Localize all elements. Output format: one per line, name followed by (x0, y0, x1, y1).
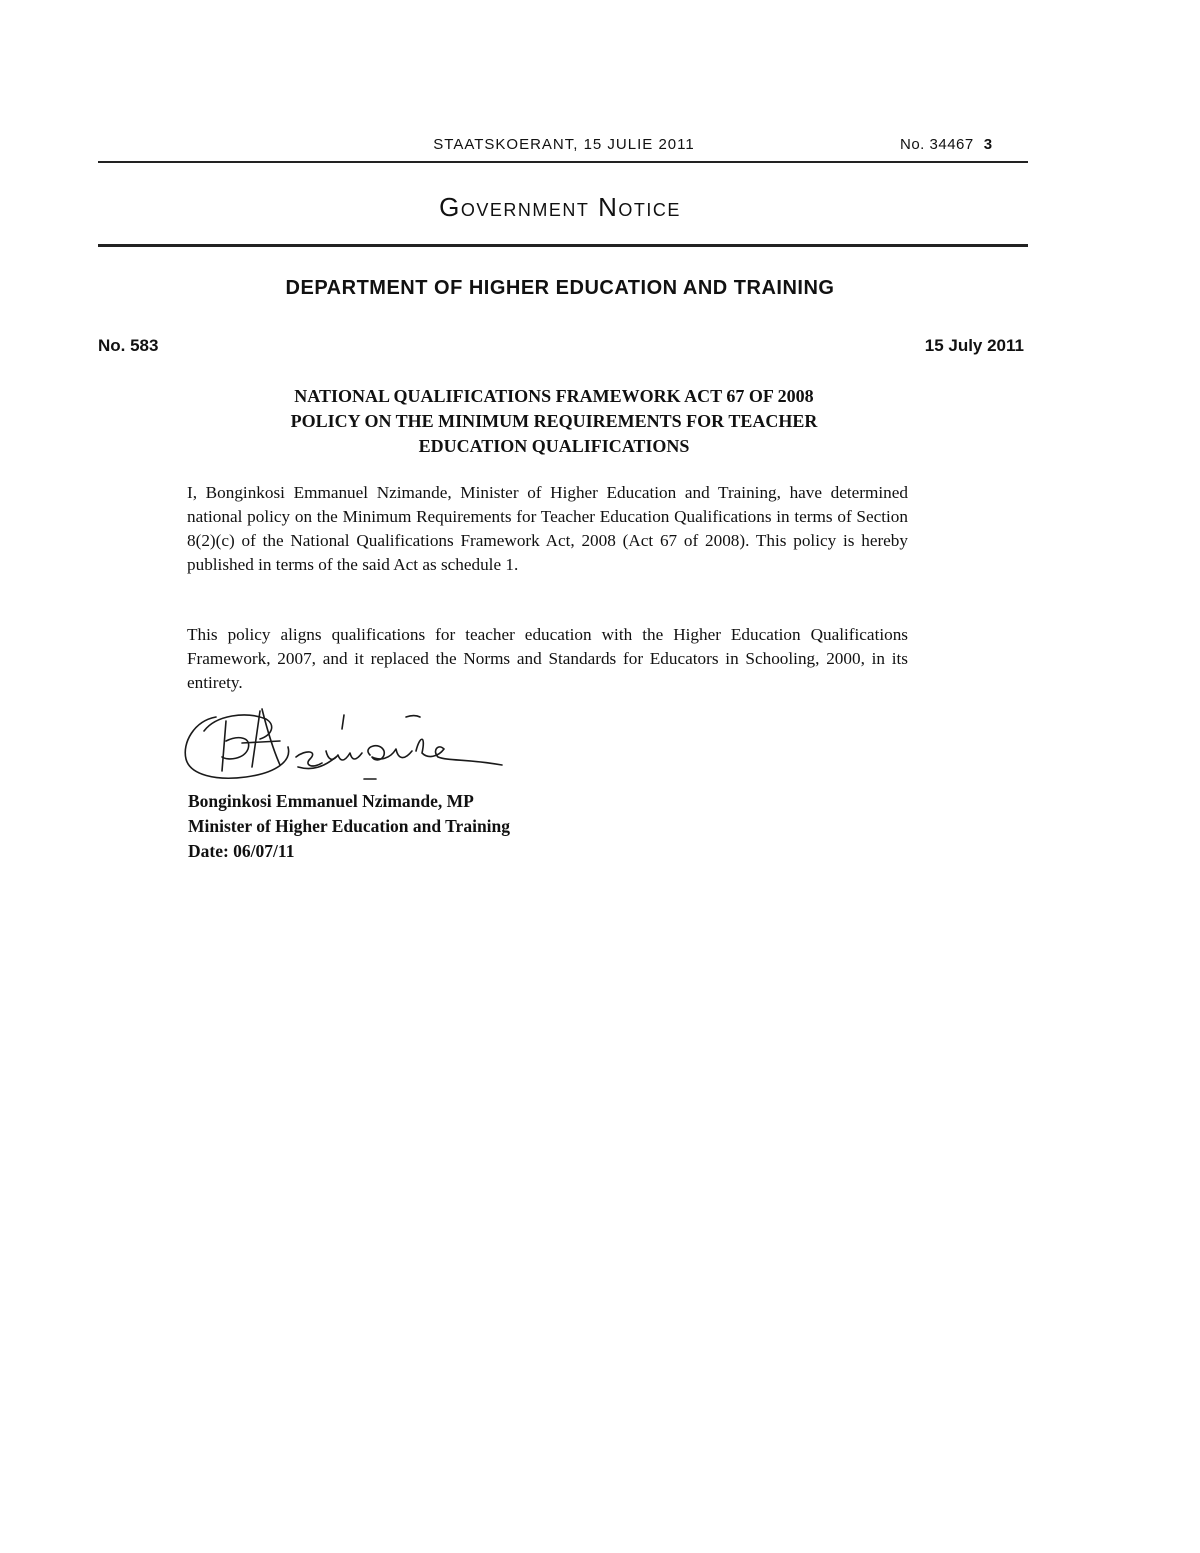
page-number: 3 (983, 136, 993, 153)
act-title-line: EDUCATION QUALIFICATIONS (418, 436, 690, 456)
issue-number: No. 34467 (900, 136, 974, 153)
notice-divider (98, 244, 1028, 247)
body-paragraph: I, Bonginkosi Emmanuel Nzimande, Minister of Higher Education and Training, have determined national policy on the Minimum Requirements for Teacher Education Qualifications in terms of Section 8(2)(c) of the National Qualifications Framework Act, 2008 (Act 67 of 2008). This policy is hereby published in terms of the said Act as schedule 1. (187, 483, 908, 574)
signatory-date: Date: 06/07/11 (188, 841, 295, 861)
act-title-line: NATIONAL QUALIFICATIONS FRAMEWORK ACT 67 OF 2008 (294, 386, 814, 406)
handwritten-signature (176, 695, 526, 795)
signatory-block (188, 789, 510, 864)
act-title (200, 384, 908, 459)
notice-type-heading: Government Notice (439, 192, 681, 222)
header-divider (98, 161, 1028, 163)
notice-number: No. 583 (98, 336, 159, 355)
gazette-header-number (900, 136, 993, 153)
department-heading: DEPARTMENT OF HIGHER EDUCATION AND TRAINING (285, 277, 835, 299)
signatory-name: Bonginkosi Emmanuel Nzimande, MP (188, 791, 474, 811)
act-title-line: POLICY ON THE MINIMUM REQUIREMENTS FOR TEACHER (290, 411, 818, 431)
notice-date: 15 July 2011 (924, 336, 1024, 355)
signatory-title: Minister of Higher Education and Training (188, 816, 511, 836)
gazette-header-title: STAATSKOERANT, 15 JULIE 2011 (433, 136, 695, 153)
body-paragraph: This policy aligns qualifications for teacher education with the Higher Education Qualifications Framework, 2007, and it replaced the Norms and Standards for Educators in Schooling, 2000, in its entirety. (187, 625, 908, 692)
